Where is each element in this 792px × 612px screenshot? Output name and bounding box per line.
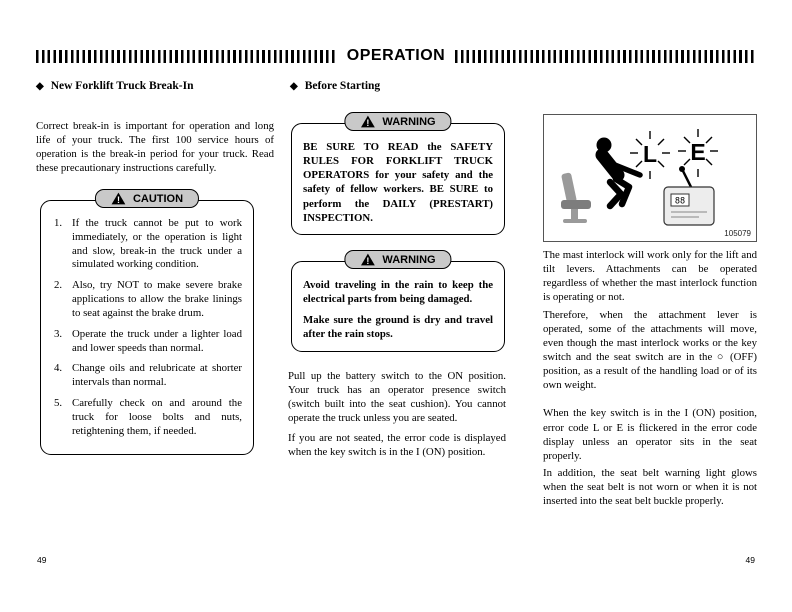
battery-switch-paragraph: Pull up the battery switch to the ON position. Your truck has an operator presence switch (switch built into the seat cushion). You cannot operate the truck unless you are seated.	[288, 370, 506, 425]
warning1-paragraph: BE SURE TO READ the SAFETY RULES FOR FORKLIFT TRUCK OPERATORS for your safety and the safety of fellow workers. BE SURE to perform the DAILY (PRESTART) INSPECTION.	[303, 141, 493, 224]
panel-display-value: 88	[674, 196, 686, 207]
caution-box	[40, 192, 254, 455]
attachment-lever-paragraph: Therefore, when the attachment lever is operated, some of the attachments will move, even though the mast interlock works or the key switch and the seat switch are in the ○ (OFF) position, as a result of the handling load or of its own weight.	[543, 308, 757, 392]
caution-item: Change oils and relubricate at shorter intervals than normal.	[72, 362, 242, 389]
page-title: OPERATION	[346, 47, 446, 64]
mast-interlock-paragraph: The mast interlock will work only for the lift and tilt levers. Attachments can be operated regardless of whether the mast interlock function is operating or not.	[543, 249, 757, 304]
caution-item: If the truck cannot be put to work immediately, or the operation is light and slow, break-in the truck under a simulated working condition.	[72, 217, 242, 271]
seat-belt-paragraph: In addition, the seat belt warning light glows when the seat belt is not worn or when it is not inserted into the seat belt buckle properly.	[543, 466, 757, 508]
warning2-paragraph: Avoid traveling in the rain to keep the electrical parts from being damaged.	[303, 279, 493, 306]
caution-label-text: CAUTION	[132, 192, 184, 205]
warning1-content	[292, 124, 504, 234]
left-column-heading	[36, 80, 194, 92]
diamond-icon: ◆	[290, 81, 298, 92]
operator-seat-illustration	[544, 115, 756, 233]
warning2-paragraph: Make sure the ground is dry and travel after the rain stops.	[303, 314, 493, 341]
svg-text:!: !	[116, 195, 120, 205]
control-panel	[664, 166, 714, 225]
figure-number: 105079	[724, 229, 751, 238]
header-bars-left	[36, 50, 337, 63]
caution-item: Operate the truck under a lighter load and lower speeds than normal.	[72, 327, 242, 354]
caution-item: Also, try NOT to make severe brake applications to allow the brake linings to seat against the brake drum.	[72, 279, 242, 319]
key-switch-paragraph: When the key switch is in the I (ON) position, error code L or E is flickered in the error code display unless an operator sits in the seat properly.	[543, 407, 757, 462]
page-number-right: 49	[745, 555, 755, 565]
warning-label	[344, 112, 451, 131]
seat-shape	[561, 172, 591, 223]
figure-box	[543, 114, 757, 242]
error-code-paragraph: If you are not seated, the error code is displayed when the key switch is in the I (ON) position.	[288, 431, 506, 458]
warning-label	[344, 250, 451, 269]
svg-text:!: !	[366, 256, 370, 266]
page-header	[36, 47, 756, 65]
warning-triangle-icon	[111, 192, 126, 205]
warning-triangle-icon	[360, 115, 375, 128]
error-letter-L: L	[642, 141, 658, 167]
warning-label-text: WARNING	[382, 115, 436, 128]
caution-item: Carefully check on and around the truck for loose bolts and nuts, retightening them, if needed.	[72, 396, 242, 437]
middle-paragraph-block	[288, 369, 506, 459]
error-letter-E: E	[690, 139, 706, 165]
left-heading-text: New Forklift Truck Break-In	[50, 80, 194, 92]
diamond-icon: ◆	[36, 81, 44, 92]
operator-silhouette	[597, 138, 641, 207]
break-in-intro-paragraph: Correct break-in is important for operation and long life of your truck. The first 100 service hours of operation is the break-in period for your truck. Read these precautionary instructions carefully.	[36, 120, 274, 175]
warning-triangle-icon	[360, 253, 375, 266]
svg-text:!: !	[366, 118, 370, 128]
warning2-content	[292, 262, 504, 351]
caution-label	[95, 189, 199, 208]
caution-content	[41, 201, 253, 454]
page-number-left: 49	[37, 555, 47, 565]
warning-box-rain	[291, 253, 505, 352]
right-paragraph-block	[543, 248, 757, 508]
warning-label-text: WARNING	[382, 253, 436, 266]
header-bars-right	[455, 50, 756, 63]
caution-list	[52, 217, 242, 438]
warning-box-safety-rules	[291, 115, 505, 235]
middle-heading-text: Before Starting	[304, 80, 381, 92]
middle-column-heading	[290, 80, 380, 92]
